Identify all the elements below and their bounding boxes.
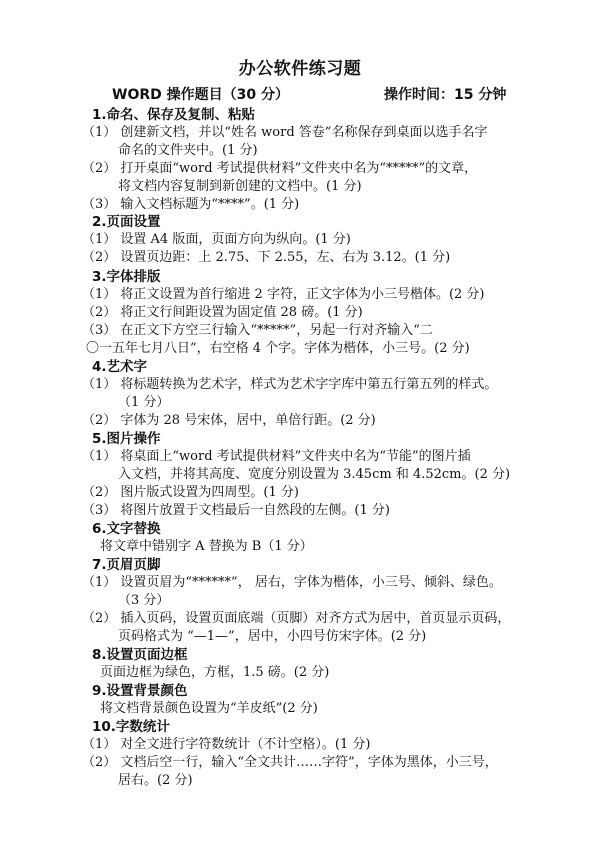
text-line: （3） 在正文下方空三行输入“*****”，另起一行对齐输入“二 bbox=[82, 323, 433, 338]
text-line: （2） 插入页码，设置页面底端（页脚）对齐方式为居中，首页显示页码， bbox=[82, 611, 511, 626]
text-line: 页码格式为 “—1—”，居中，小四号仿宋字体。(2 分) bbox=[118, 629, 427, 644]
text-line: （2） 设置页边距：上 2.75、下 2.55，左、右为 3.12。(1 分) bbox=[82, 250, 451, 265]
text-line: （2） 文档后空一行，输入“全文共计……字符”，字体为黑体，小三号， bbox=[82, 755, 498, 770]
text-line: 命名的文件夹中。(1 分) bbox=[118, 143, 258, 158]
section-header-left: WORD 操作题目（30 分） bbox=[112, 87, 289, 103]
heading-10: 10.字数统计 bbox=[92, 719, 170, 735]
text-line: （1） 对全文进行字符数统计（不计空格）。(1 分) bbox=[82, 737, 371, 752]
text-line: （1） 将正文设置为首行缩进 2 字符，正文字体为小三号楷体。(2 分) bbox=[82, 287, 485, 302]
heading-8: 8.设置页面边框 bbox=[92, 647, 188, 663]
text-line: 将文档内容复制到新创建的文档中。(1 分) bbox=[118, 179, 362, 194]
text-line: （1） 设置 A4 版面，页面方向为纵向。(1 分) bbox=[82, 232, 351, 247]
text-line: （1） 将标题转换为艺术字，样式为艺术字字库中第五行第五列的样式。 bbox=[82, 377, 498, 392]
page-title: 办公软件练习题 bbox=[238, 59, 362, 79]
heading-4: 4.艺术字 bbox=[92, 359, 148, 375]
heading-1: 1.命名、保存及复制、粘贴 bbox=[92, 107, 256, 123]
text-line: 〇一五年七月八日”，右空格 4 个字。字体为楷体，小三号。(2 分) bbox=[86, 341, 470, 356]
text-line: （3） 将图片放置于文档最后一自然段的左侧。(1 分) bbox=[82, 503, 390, 518]
text-line: 居右。(2 分) bbox=[118, 773, 193, 788]
text-line: （1 分） bbox=[118, 395, 170, 410]
heading-9: 9.设置背景颜色 bbox=[92, 683, 188, 699]
heading-7: 7.页眉页脚 bbox=[92, 557, 161, 573]
text-line: （2） 打开桌面“word 考试提供材料”文件夹中名为“*****”的文章， bbox=[82, 161, 478, 176]
heading-2: 2.页面设置 bbox=[92, 214, 161, 230]
text-line: 入文档，并将其高度、宽度分别设置为 3.45cm 和 4.52cm。(2 分) bbox=[118, 467, 511, 482]
text-line: （2） 将正文行间距设置为固定值 28 磅。(1 分) bbox=[82, 305, 363, 320]
text-line: （2） 字体为 28 号宋体，居中，单倍行距。(2 分) bbox=[82, 413, 376, 428]
heading-5: 5.图片操作 bbox=[92, 431, 161, 447]
section-header-right: 操作时间：15 分钟 bbox=[384, 87, 507, 103]
text-line: （1） 创建新文档，并以“姓名 word 答卷”名称保存到桌面以选手名字 bbox=[82, 125, 488, 140]
text-line: （3） 输入文档标题为“****”。(1 分) bbox=[82, 197, 300, 212]
text-line: 页面边框为绿色，方框，1.5 磅。(2 分) bbox=[100, 665, 330, 680]
text-line: （3 分） bbox=[118, 593, 170, 608]
text-line: 将文章中错别字 A 替换为 B（1 分） bbox=[100, 539, 313, 554]
text-line: （2） 图片版式设置为四周型。(1 分) bbox=[82, 485, 299, 500]
text-line: 将文档背景颜色设置为“羊皮纸”(2 分) bbox=[100, 701, 318, 716]
heading-3: 3.字体排版 bbox=[92, 269, 161, 285]
text-line: （1） 将桌面上“word 考试提供材料”文件夹中名为“节能”的图片插 bbox=[82, 449, 471, 464]
heading-6: 6.文字替换 bbox=[92, 521, 161, 537]
text-line: （1） 设置页眉为“******”， 居右，字体为楷体，小三号、倾斜、绿色。 bbox=[82, 575, 502, 590]
